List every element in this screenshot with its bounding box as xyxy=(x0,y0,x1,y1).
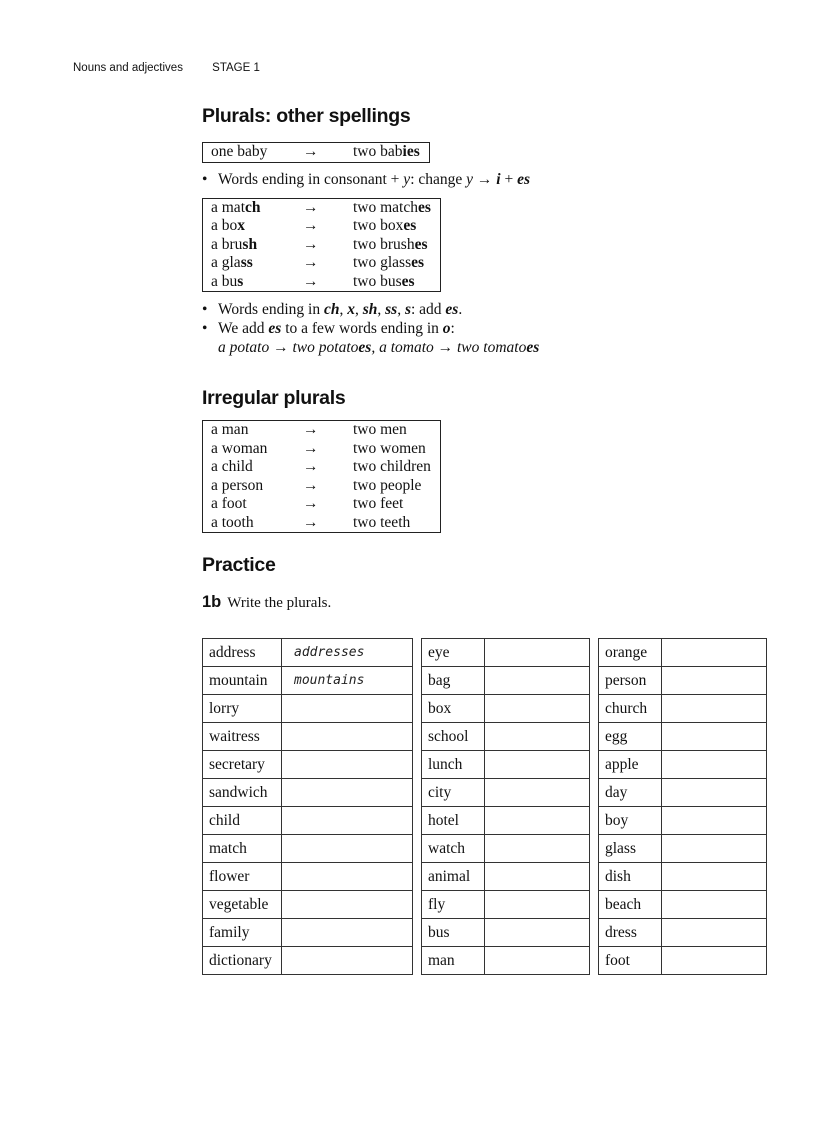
es-table-row xyxy=(203,273,441,292)
rule-list-y xyxy=(202,170,762,189)
es-table-row xyxy=(203,217,441,236)
practice-word: child xyxy=(203,807,282,835)
rule-letter: ss xyxy=(385,301,398,318)
answer-field[interactable] xyxy=(282,779,413,807)
practice-word: beach xyxy=(599,891,662,919)
answer-field[interactable] xyxy=(662,835,767,863)
plural-stem: two bus xyxy=(353,272,402,290)
exercise-instruction xyxy=(202,593,762,612)
singular-cell: a woman xyxy=(211,439,268,457)
practice-word: dictionary xyxy=(203,947,282,975)
answer-field[interactable] xyxy=(485,891,590,919)
practice-row xyxy=(422,667,590,695)
arrow-icon: → xyxy=(303,235,319,253)
answer-field[interactable] xyxy=(282,863,413,891)
practice-word: vegetable xyxy=(203,891,282,919)
practice-row xyxy=(422,891,590,919)
section-name: Nouns and adjectives xyxy=(73,62,183,74)
running-head xyxy=(73,62,260,74)
practice-word: box xyxy=(422,695,485,723)
answer-field[interactable] xyxy=(282,751,413,779)
irregular-plurals-table xyxy=(202,420,441,533)
instruction-text: Write the plurals. xyxy=(227,595,332,611)
practice-row xyxy=(422,751,590,779)
answer-field[interactable] xyxy=(485,751,590,779)
practice-word: family xyxy=(203,919,282,947)
practice-row xyxy=(422,695,590,723)
rule-consonant-y xyxy=(202,170,762,189)
practice-row xyxy=(599,891,767,919)
practice-word: fly xyxy=(422,891,485,919)
rule-letter: ch xyxy=(323,301,340,318)
practice-row xyxy=(422,639,590,667)
potato-tomato-example xyxy=(202,338,762,357)
arrow-icon: → xyxy=(303,254,319,271)
practice-word: flower xyxy=(203,863,282,891)
singular-cell xyxy=(203,198,292,217)
irregular-row xyxy=(203,421,441,440)
singular-cell: one baby xyxy=(211,143,268,160)
plural-ending: es xyxy=(401,272,415,290)
rule-ending: es xyxy=(268,320,282,337)
answer-field[interactable] xyxy=(662,779,767,807)
es-table-row xyxy=(203,254,441,273)
practice-table-2 xyxy=(421,638,590,975)
practice-row xyxy=(203,779,413,807)
practice-row xyxy=(599,919,767,947)
arrow-icon: → xyxy=(273,339,289,356)
practice-word: dress xyxy=(599,919,662,947)
singular-ending: ss xyxy=(240,254,253,271)
practice-word: watch xyxy=(422,835,485,863)
singular-ending: sh xyxy=(242,235,258,253)
rule-text: , xyxy=(377,301,386,318)
singular-ending: ch xyxy=(245,198,261,216)
section-title-practice: Practice xyxy=(202,554,276,576)
practice-word: city xyxy=(422,779,485,807)
practice-word: match xyxy=(203,835,282,863)
plural-ending: es xyxy=(414,235,428,253)
arrow-icon: → xyxy=(303,439,319,457)
practice-word: apple xyxy=(599,751,662,779)
answer-field[interactable] xyxy=(282,947,413,975)
es-table-row xyxy=(203,198,441,217)
section-title-other-spellings: Plurals: other spellings xyxy=(202,105,411,127)
answer-field[interactable] xyxy=(662,919,767,947)
rule-text: , xyxy=(339,301,348,318)
practice-word: mountain xyxy=(203,667,282,695)
practice-table-3 xyxy=(598,638,767,975)
practice-row xyxy=(599,667,767,695)
practice-word: school xyxy=(422,723,485,751)
practice-row xyxy=(203,751,413,779)
irregular-row xyxy=(203,440,441,459)
answer-field[interactable] xyxy=(485,639,590,667)
answer-field[interactable]: addresses xyxy=(282,639,413,667)
plural-cell xyxy=(345,143,429,163)
rule-letter: o xyxy=(442,320,451,337)
practice-word: eye xyxy=(422,639,485,667)
practice-word: secretary xyxy=(203,751,282,779)
plural-cell: two children xyxy=(353,458,431,475)
irregular-row xyxy=(203,458,441,477)
es-table-row xyxy=(203,236,441,255)
plural-ending: es xyxy=(403,217,417,234)
practice-word: sandwich xyxy=(203,779,282,807)
practice-word: lorry xyxy=(203,695,282,723)
singular-stem: a mat xyxy=(211,198,245,216)
arrow-icon: → xyxy=(303,458,319,475)
rule-letter: i xyxy=(496,170,501,188)
example-ending: es xyxy=(358,339,372,356)
practice-table-1 xyxy=(202,638,413,975)
rule-text: We add xyxy=(218,320,269,337)
rule-letter: y xyxy=(403,170,411,188)
practice-word: glass xyxy=(599,835,662,863)
practice-word: animal xyxy=(422,863,485,891)
arrow-icon: → xyxy=(303,513,319,531)
practice-row xyxy=(422,919,590,947)
arrow-icon: → xyxy=(303,143,319,160)
practice-row xyxy=(599,751,767,779)
rule-text: Words ending in xyxy=(218,301,324,318)
singular-cell: a man xyxy=(211,421,249,438)
practice-word: day xyxy=(599,779,662,807)
answer-field[interactable] xyxy=(662,751,767,779)
rule-list-es xyxy=(202,300,762,338)
rule-text: Words ending in consonant + xyxy=(218,170,404,188)
arrow-icon: → xyxy=(303,421,319,438)
plural-cell: two men xyxy=(353,421,407,438)
plural-ending: ies xyxy=(402,143,420,160)
arrow-icon: → xyxy=(303,272,319,290)
practice-word: bag xyxy=(422,667,485,695)
singular-stem: a bu xyxy=(211,272,238,290)
plural-cell xyxy=(345,217,440,236)
practice-row xyxy=(203,891,413,919)
singular-stem: a bru xyxy=(211,235,243,253)
rule-letter: s xyxy=(404,301,411,318)
plural-stem: two box xyxy=(353,217,404,234)
singular-cell: a tooth xyxy=(211,513,254,531)
plural-cell: two teeth xyxy=(353,513,411,531)
singular-cell: a person xyxy=(211,476,264,494)
practice-word: hotel xyxy=(422,807,485,835)
practice-word: man xyxy=(422,947,485,975)
singular-stem: a bo xyxy=(211,217,238,234)
practice-row xyxy=(203,835,413,863)
arrow-icon: → xyxy=(303,198,319,216)
answer-field[interactable]: mountains xyxy=(282,667,413,695)
answer-field[interactable] xyxy=(485,723,590,751)
singular-stem: a gla xyxy=(211,254,241,271)
answer-field[interactable] xyxy=(662,891,767,919)
practice-row xyxy=(599,807,767,835)
rule-o-words xyxy=(202,319,762,338)
practice-row xyxy=(422,723,590,751)
singular-cell: a foot xyxy=(211,495,247,512)
practice-row xyxy=(422,947,590,975)
practice-row xyxy=(203,695,413,723)
answer-field[interactable] xyxy=(662,639,767,667)
irregular-row xyxy=(203,514,441,533)
practice-word: address xyxy=(203,639,282,667)
irregular-row xyxy=(203,495,441,514)
plural-cell xyxy=(345,254,440,273)
plural-stem: two brush xyxy=(353,235,415,253)
answer-field[interactable] xyxy=(485,863,590,891)
practice-row xyxy=(422,835,590,863)
answer-field[interactable] xyxy=(282,723,413,751)
singular-cell xyxy=(203,254,292,273)
answer-field[interactable] xyxy=(485,695,590,723)
stage-label: STAGE 1 xyxy=(212,62,260,74)
answer-field[interactable] xyxy=(662,723,767,751)
example-text: two tomato xyxy=(453,339,527,356)
rule-letter: sh xyxy=(362,301,378,318)
rule-text: , xyxy=(397,301,405,318)
practice-word: lunch xyxy=(422,751,485,779)
answer-field[interactable] xyxy=(282,807,413,835)
practice-row xyxy=(203,919,413,947)
practice-row xyxy=(422,807,590,835)
example-ending: es xyxy=(526,339,540,356)
practice-word: waitress xyxy=(203,723,282,751)
rule-letter: y xyxy=(466,170,474,188)
practice-word: egg xyxy=(599,723,662,751)
answer-field[interactable] xyxy=(485,807,590,835)
practice-row xyxy=(203,723,413,751)
practice-row xyxy=(422,779,590,807)
singular-ending: s xyxy=(237,272,244,290)
rule-text: : xyxy=(450,320,455,337)
plural-cell xyxy=(345,236,440,255)
practice-row xyxy=(599,835,767,863)
plural-cell: two feet xyxy=(353,495,404,512)
singular-cell xyxy=(203,217,292,236)
baby-example-box xyxy=(202,142,430,163)
practice-row xyxy=(599,947,767,975)
plural-cell: two people xyxy=(353,476,422,494)
singular-cell xyxy=(203,236,292,255)
practice-row xyxy=(599,695,767,723)
example-text: two potato xyxy=(288,339,359,356)
example-text: a potato xyxy=(218,339,274,356)
practice-row xyxy=(203,863,413,891)
plural-stem: two match xyxy=(353,198,418,216)
arrow-icon: → xyxy=(476,170,493,188)
rule-text: . xyxy=(458,301,463,318)
plural-cell xyxy=(345,273,440,292)
rule-text: : change xyxy=(410,170,467,188)
practice-word: foot xyxy=(599,947,662,975)
singular-cell xyxy=(203,273,292,292)
example-row xyxy=(203,143,430,163)
practice-word: boy xyxy=(599,807,662,835)
practice-row xyxy=(599,639,767,667)
answer-field[interactable] xyxy=(662,863,767,891)
arrow-icon: → xyxy=(437,339,454,356)
plural-stem: two glass xyxy=(353,254,412,271)
answer-field[interactable] xyxy=(485,835,590,863)
plural-ending: es xyxy=(411,254,425,271)
rule-text: : add xyxy=(410,301,446,318)
answer-field[interactable] xyxy=(282,695,413,723)
practice-word: dish xyxy=(599,863,662,891)
plural-cell xyxy=(345,198,440,217)
plural-ending: es xyxy=(418,198,431,216)
example-text: , a tomato xyxy=(371,339,438,356)
practice-row xyxy=(203,947,413,975)
rule-text: , xyxy=(354,301,363,318)
plural-stem: two bab xyxy=(353,143,403,160)
answer-field[interactable] xyxy=(662,947,767,975)
plural-cell: two women xyxy=(353,439,426,457)
singular-cell: a child xyxy=(211,458,253,475)
practice-row xyxy=(422,863,590,891)
rule-text: + xyxy=(500,170,518,188)
arrow-icon: → xyxy=(303,495,319,512)
answer-field[interactable] xyxy=(485,919,590,947)
practice-word: person xyxy=(599,667,662,695)
rule-ch-x-sh-ss-s xyxy=(202,300,762,319)
practice-word: church xyxy=(599,695,662,723)
answer-field[interactable] xyxy=(662,807,767,835)
answer-field[interactable] xyxy=(485,947,590,975)
rule-text: to a few words ending in xyxy=(281,320,443,337)
practice-row xyxy=(599,863,767,891)
answer-field[interactable] xyxy=(282,919,413,947)
practice-row xyxy=(599,723,767,751)
rule-letter: x xyxy=(347,301,355,318)
exercise-number: 1b xyxy=(202,593,222,611)
arrow-icon: → xyxy=(303,217,319,234)
answer-field[interactable] xyxy=(662,695,767,723)
practice-word: bus xyxy=(422,919,485,947)
answer-field[interactable] xyxy=(485,667,590,695)
answer-field[interactable] xyxy=(662,667,767,695)
irregular-row xyxy=(203,477,441,496)
rule-ending: es xyxy=(517,170,531,188)
practice-row xyxy=(203,667,413,695)
practice-row xyxy=(203,639,413,667)
practice-grid xyxy=(202,638,767,975)
section-title-irregular-plurals: Irregular plurals xyxy=(202,387,346,409)
practice-row xyxy=(599,779,767,807)
answer-field[interactable] xyxy=(282,835,413,863)
es-endings-table xyxy=(202,198,441,293)
arrow-icon: → xyxy=(303,476,319,494)
answer-field[interactable] xyxy=(282,891,413,919)
practice-row xyxy=(203,807,413,835)
rule-ending: es xyxy=(445,301,459,318)
page-content xyxy=(202,105,762,612)
practice-word: orange xyxy=(599,639,662,667)
singular-ending: x xyxy=(237,217,246,234)
answer-field[interactable] xyxy=(485,779,590,807)
